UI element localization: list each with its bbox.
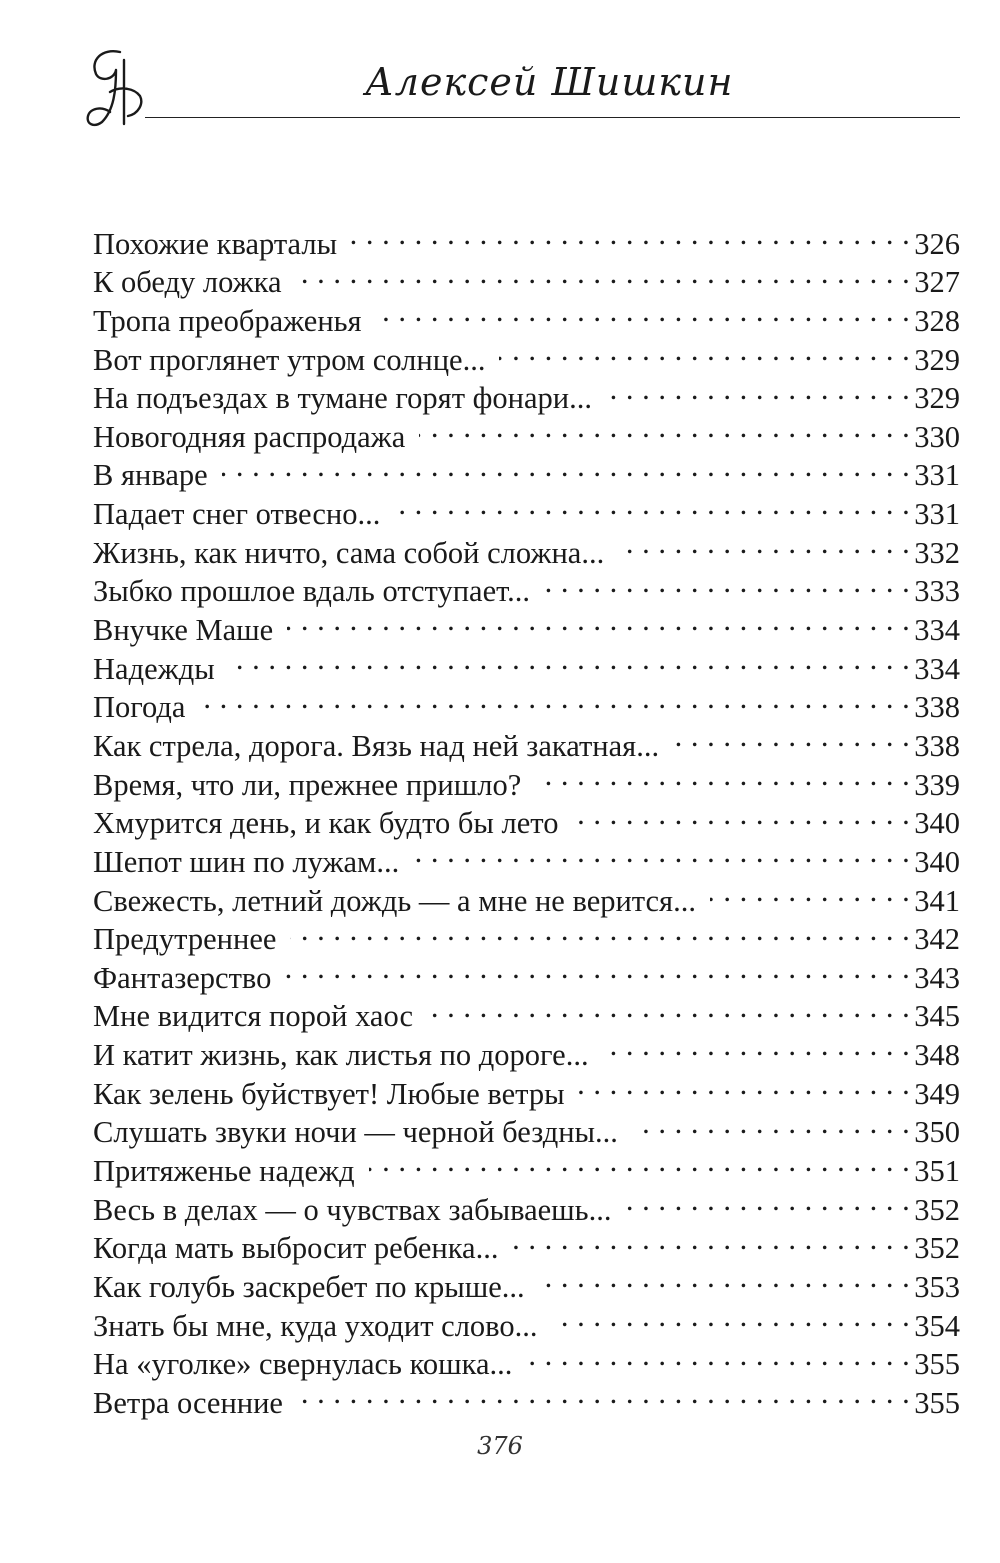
dot-leader [499, 331, 912, 370]
dot-leader [544, 563, 912, 602]
toc-entry-title: Вот проглянет утром солнце... [93, 342, 486, 377]
toc-entry-page: 340 [914, 806, 960, 841]
toc-entry-page: 343 [914, 960, 960, 995]
toc-entry [93, 717, 960, 763]
dot-leader [427, 988, 912, 1027]
toc-entry-page: 339 [914, 767, 960, 802]
table-of-contents [93, 215, 960, 1420]
toc-entry-page: 327 [914, 265, 960, 300]
toc-entry-title: Хмурится день, и как будто бы лето [93, 806, 559, 841]
toc-entry [93, 215, 960, 261]
dot-leader [413, 833, 912, 872]
dot-leader [625, 1181, 912, 1220]
toc-entry-title: На подъездах в тумане горят фонари... [93, 381, 592, 416]
toc-entry-title: Весь в делах — о чувствах забываешь... [93, 1192, 612, 1227]
dot-leader [222, 447, 913, 486]
toc-entry-title: Знать бы мне, куда уходит слово... [93, 1308, 538, 1343]
dot-leader [535, 756, 912, 795]
toc-entry-title: Слушать звуки ночи — черной бездны... [93, 1115, 618, 1150]
toc-entry [93, 447, 960, 493]
dot-leader [351, 215, 912, 254]
toc-entry-title: Как голубь заскребет по крыше... [93, 1269, 525, 1304]
toc-entry-page: 352 [914, 1192, 960, 1227]
dot-leader [632, 1104, 912, 1143]
dot-leader [526, 1336, 912, 1375]
dot-leader [579, 1065, 913, 1104]
toc-entry-page: 350 [914, 1115, 960, 1150]
toc-entry-page: 338 [914, 690, 960, 725]
toc-entry-page: 342 [914, 922, 960, 957]
toc-entry-page: 348 [914, 1038, 960, 1073]
toc-entry-page: 329 [914, 381, 960, 416]
dot-leader [572, 795, 912, 834]
toc-entry-title: Падает снег отвесно... [93, 497, 381, 532]
toc-entry-title: Как стрела, дорога. Вязь над ней закатная... [93, 728, 660, 763]
toc-entry-page: 332 [914, 535, 960, 570]
toc-entry-page: 329 [914, 342, 960, 377]
toc-entry-page: 340 [914, 844, 960, 879]
toc-entry-title: Когда мать выбросит ребенка... [93, 1231, 499, 1266]
toc-entry-page: 338 [914, 728, 960, 763]
dot-leader [394, 485, 912, 524]
dot-leader [376, 292, 913, 331]
dot-leader [419, 408, 912, 447]
dot-leader [229, 640, 913, 679]
toc-entry-page: 352 [914, 1231, 960, 1266]
toc-entry-title: На «уголке» свернулась кошка... [93, 1347, 513, 1382]
toc-entry-page: 349 [914, 1076, 960, 1111]
toc-entry-page: 334 [914, 651, 960, 686]
toc-entry-page: 355 [914, 1347, 960, 1382]
dot-leader [199, 679, 912, 718]
dot-leader [296, 254, 913, 293]
toc-entry-page: 333 [914, 574, 960, 609]
dot-leader [673, 717, 912, 756]
toc-entry-title: Мне видится порой хаос [93, 999, 414, 1034]
dot-leader [603, 1026, 913, 1065]
toc-entry-page: 331 [914, 497, 960, 532]
toc-entry-title: Фантазерство [93, 960, 272, 995]
toc-entry-title: Шепот шин по лужам... [93, 844, 400, 879]
dot-leader [290, 911, 912, 950]
toc-entry-page: 345 [914, 999, 960, 1034]
publisher-monogram-icon [80, 40, 150, 130]
toc-entry-title: Предутреннее [93, 922, 277, 957]
toc-entry-title: Тропа преображенья [93, 303, 362, 338]
header-rule [145, 117, 960, 118]
toc-entry-title: Зыбко прошлое вдаль отступает... [93, 574, 531, 609]
dot-leader [287, 601, 912, 640]
dot-leader [551, 1297, 912, 1336]
toc-entry-title: Новогодняя распродажа [93, 419, 406, 454]
dot-leader [512, 1220, 912, 1259]
toc-entry-title: Жизнь, как ничто, сама собой сложна... [93, 535, 605, 570]
running-header [80, 40, 960, 130]
toc-entry-page: 353 [914, 1269, 960, 1304]
author-name: Алексей Шишкин [365, 60, 734, 104]
dot-leader [710, 872, 912, 911]
toc-entry-title: Свежесть, летний дождь — а мне не верится... [93, 883, 696, 918]
toc-entry-page: 328 [914, 303, 960, 338]
toc-entry-title: Ветра осенние [93, 1385, 283, 1420]
toc-entry-page: 351 [914, 1154, 960, 1189]
toc-entry-title: В январе [93, 458, 208, 493]
toc-entry-page: 330 [914, 419, 960, 454]
toc-entry-title: Притяженье надежд [93, 1154, 355, 1189]
toc-entry-title: Погода [93, 690, 186, 725]
toc-entry-title: Надежды [93, 651, 215, 686]
toc-entry-page: 341 [914, 883, 960, 918]
dot-leader [297, 1374, 912, 1413]
toc-entry-title: К обеду ложка [93, 265, 282, 300]
dot-leader [285, 949, 912, 988]
toc-entry-title: И катит жизнь, как листья по дороге... [93, 1038, 589, 1073]
toc-entry-title: Внучке Маше [93, 613, 274, 648]
toc-entry-page: 354 [914, 1308, 960, 1343]
toc-entry-title: Как зелень буйствует! Любые ветры [93, 1076, 565, 1111]
dot-leader [606, 370, 912, 409]
toc-entry-page: 355 [914, 1385, 960, 1420]
toc-entry-page: 326 [914, 226, 960, 261]
toc-entry [93, 679, 960, 725]
toc-entry-title: Похожие кварталы [93, 226, 338, 261]
dot-leader [618, 524, 912, 563]
toc-entry-page: 331 [914, 458, 960, 493]
dot-leader [539, 1258, 913, 1297]
dot-leader [369, 1142, 913, 1181]
page-number: 376 [477, 1432, 523, 1460]
toc-entry-page: 334 [914, 613, 960, 648]
toc-entry [93, 485, 960, 532]
toc-entry-title: Время, что ли, прежнее пришло? [93, 767, 522, 802]
